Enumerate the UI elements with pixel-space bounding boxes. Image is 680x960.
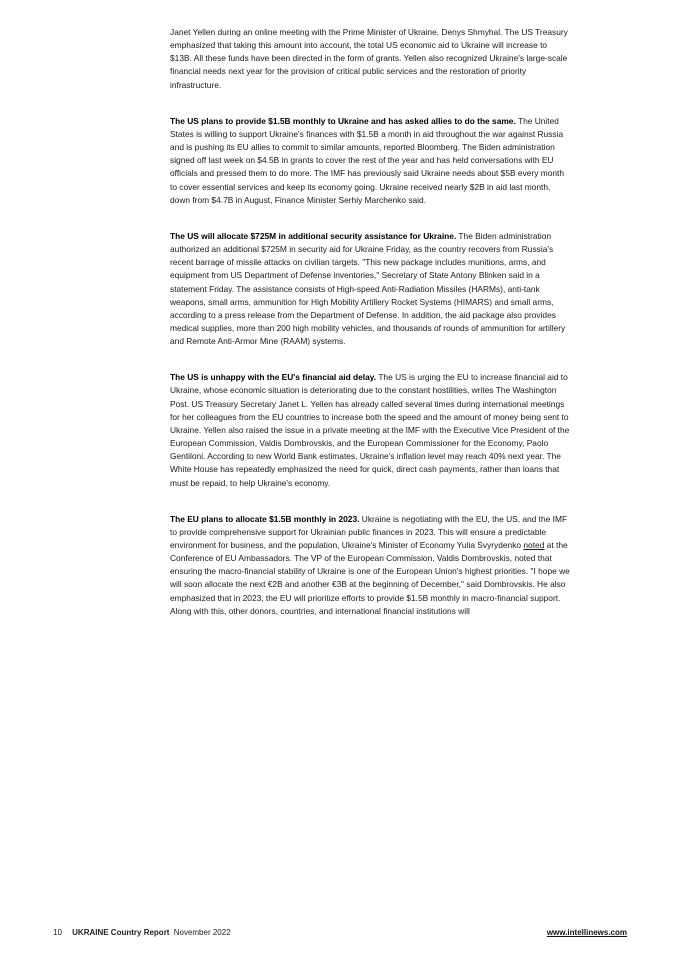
paragraph-body: The US is urging the EU to increase financial aid to Ukraine, whose economic situation is deteriorating due to the constant hostilities, writes The Washington Post. US Treasury Secretary Janet L. Yellen has already called several times during international meetings for her colleagues from the EU countries to increase both the speed and the amount of money being sent to Ukraine. Yellen also raised the issue in a private meeting at the IMF with the Executive Vice President of the European Commission, Valdis Dombrovskis, and the European Commissioner for the Economy, Paolo Gentiloni. According to new World Bank estimates, Ukraine's inflation level may reach 40% next year. The White House has repeatedly emphasized the need for quick, direct cash payments, rather than loans that must be repaid, to help Ukraine's economy. [170, 372, 570, 488]
paragraph-body: The Biden administration authorized an additional $725M in security aid for Ukraine Friday, as the country recovers from Russia's recent barrage of missile attacks on civilian targets. "This new package includes munitions, arms, and equipment from US Department of Defense inventories," Secretary of State Antony Blinken said in a statement Friday. The assistance consists of High-speed Anti-Radiation Missiles (HARMs), anti-tank weapons, small arms, ammunition for High Mobility Artillery Rocket Systems (HIMARS) and small arms, according to a press release from the Department of Defense. In addition, the aid package also provides medical supplies, more than 200 high mobility vehicles, and thousands of rounds of ammunition for artillery and Remote Anti-Armor Mine (RAAM) systems. [170, 230, 566, 347]
paragraph-body: The United States is willing to support Ukraine's finances with $1.5B a month in aid throughout the war against Russia and is pushing its EU allies to commit to similar amounts, reported Bloomberg. The Biden administration signed off last week on $4.5B in grants to cover the rest of the year and has held conversations with EU officials and pressed them to do more. The IMF has previously said Ukraine needs about $5B every month to cover essential services and keep its economy going. Ukraine received nearly $2B in aid last month, down from $4.7B in August, Finance Minister Serhiy Marchenko said. [170, 115, 564, 205]
paragraph-us-monthly-aid [170, 115, 570, 207]
page-footer [53, 928, 627, 937]
paragraph-yellen-meeting [170, 26, 570, 92]
website-link[interactable]: www.intellinews.com [546, 928, 627, 937]
footer-left [53, 928, 231, 937]
report-date: November 2022 [173, 928, 231, 937]
paragraph-body: Janet Yellen during an online meeting with the Prime Minister of Ukraine, Denys Shmyhal. The US Treasury emphasized that taking this amount into account, the total US economic aid to Ukraine will increase to $13B. All these funds have been directed in the form of grants. Yellen also recognized Ukraine's large-scale financial needs next year for the provision of critical public services and the restoration of priority infrastructure. [170, 27, 568, 90]
paragraph-headline: The US plans to provide $1.5B monthly to Ukraine and has asked allies to do the same. [170, 115, 516, 126]
paragraph-eu-aid-delay [170, 371, 570, 489]
paragraph-body-continued: at the Conference of EU Ambassadors. The VP of the European Commission, Valdis Dombrovskis, noted that ensuring the macro-financial stability of Ukraine is one of the European Union's highest priorities. "I hope we will soon allocate the next €2B and another €3B at the beginning of December," said Dombrovskis. He also emphasized that in 2023, the EU will prioritize efforts to provide $1.5B monthly in macro-financial support. Along with this, other donors, countries, and international financial institutions will [170, 540, 570, 616]
paragraph-eu-monthly-2023 [170, 513, 570, 618]
noted-link[interactable]: noted [523, 540, 545, 550]
paragraph-headline: The EU plans to allocate $1.5B monthly in 2023. [170, 513, 360, 524]
paragraph-headline: The US is unhappy with the EU's financial aid delay. [170, 372, 377, 383]
page-number: 10 [53, 928, 62, 937]
paragraph-headline: The US will allocate $725M in additional security assistance for Ukraine. [170, 230, 457, 241]
article-column [170, 26, 570, 641]
report-name: UKRAINE Country Report [72, 928, 170, 937]
paragraph-security-assistance [170, 230, 570, 348]
paragraph-body: Ukraine is negotiating with the EU, the US, and the IMF to provide comprehensive support for Ukrainian public finances in 2023. This will ensure a predictable environment for business, and the population, Ukraine's Minister of Economy Yulia Svyrydenko [170, 513, 568, 550]
